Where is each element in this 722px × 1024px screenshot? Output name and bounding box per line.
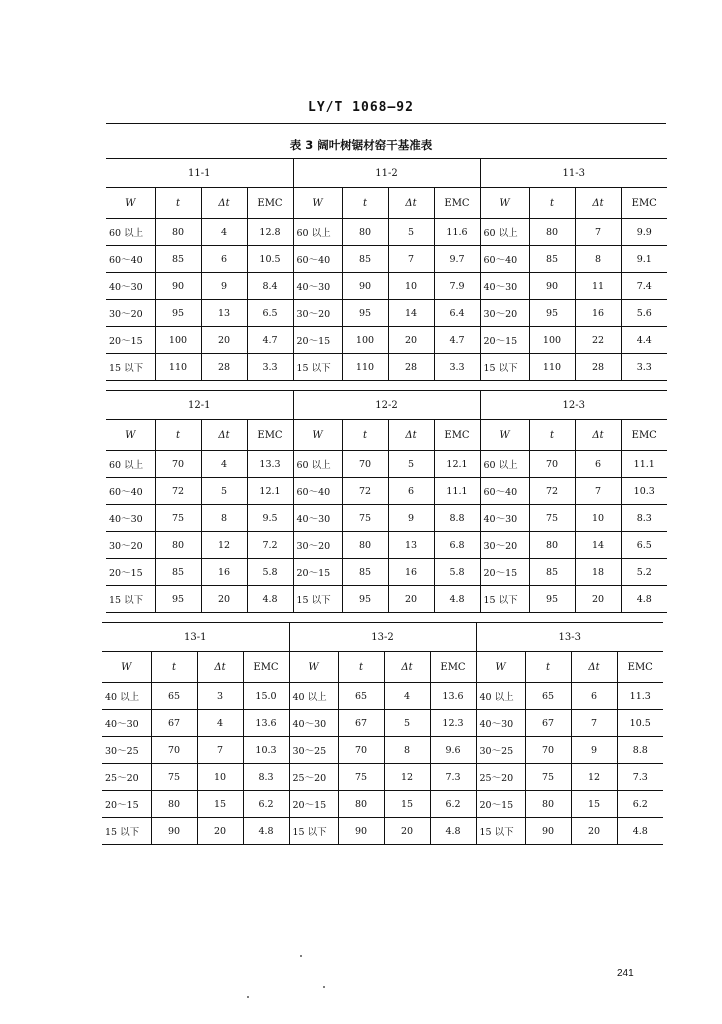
cell-emc: 8.8	[617, 737, 663, 764]
cell-w: 15 以下	[293, 586, 342, 613]
cell-dt: 7	[575, 219, 621, 246]
table-row	[102, 764, 663, 791]
cell-emc: 6.5	[247, 300, 293, 327]
cell-t: 75	[338, 764, 384, 791]
cell-t: 70	[338, 737, 384, 764]
cell-emc: 9.5	[247, 505, 293, 532]
cell-w: 60～40	[293, 246, 342, 273]
cell-dt: 20	[201, 586, 247, 613]
cell-w: 60 以上	[106, 451, 155, 478]
col-header-emc: EMC	[430, 652, 476, 683]
cell-t: 85	[342, 246, 388, 273]
cell-w: 25～20	[102, 764, 151, 791]
cell-dt: 20	[201, 327, 247, 354]
cell-t: 100	[155, 327, 201, 354]
page-number: 241	[617, 968, 634, 979]
cell-t: 75	[151, 764, 197, 791]
cell-emc: 6.4	[434, 300, 480, 327]
cell-t: 72	[342, 478, 388, 505]
cell-w: 15 以下	[480, 354, 529, 381]
cell-dt: 7	[575, 478, 621, 505]
cell-w: 30～20	[106, 532, 155, 559]
col-header-dt: Δt	[575, 420, 621, 451]
col-header-dt: Δt	[197, 652, 243, 683]
cell-t: 67	[525, 710, 571, 737]
table-row	[106, 300, 667, 327]
cell-dt: 4	[197, 710, 243, 737]
cell-dt: 7	[571, 710, 617, 737]
scan-speck	[323, 986, 325, 988]
cell-w: 15 以下	[106, 354, 155, 381]
cell-w: 40～30	[289, 710, 338, 737]
cell-t: 95	[529, 300, 575, 327]
cell-dt: 10	[197, 764, 243, 791]
cell-dt: 15	[384, 791, 430, 818]
cell-w: 40～30	[293, 505, 342, 532]
cell-t: 90	[338, 818, 384, 845]
table-body	[102, 683, 663, 845]
cell-t: 80	[525, 791, 571, 818]
cell-t: 75	[155, 505, 201, 532]
cell-dt: 28	[201, 354, 247, 381]
cell-emc: 12.1	[247, 478, 293, 505]
group-label: 11-2	[293, 159, 480, 188]
cell-w: 25～20	[476, 764, 525, 791]
cell-dt: 6	[388, 478, 434, 505]
col-header-w: W	[106, 420, 155, 451]
cell-t: 90	[342, 273, 388, 300]
cell-t: 100	[529, 327, 575, 354]
cell-emc: 7.3	[430, 764, 476, 791]
col-header-dt: Δt	[388, 420, 434, 451]
col-header-t: t	[338, 652, 384, 683]
table-row	[106, 532, 667, 559]
standard-header: LY/T 1068—92	[308, 100, 414, 115]
cell-w: 15 以下	[106, 586, 155, 613]
col-header-w: W	[480, 420, 529, 451]
cell-t: 70	[525, 737, 571, 764]
col-header-w: W	[102, 652, 151, 683]
cell-emc: 4.8	[247, 586, 293, 613]
table-row	[106, 327, 667, 354]
cell-emc: 13.3	[247, 451, 293, 478]
cell-dt: 4	[201, 451, 247, 478]
cell-emc: 12.8	[247, 219, 293, 246]
cell-w: 20～15	[480, 559, 529, 586]
cell-w: 40 以上	[102, 683, 151, 710]
cell-dt: 4	[201, 219, 247, 246]
cell-w: 30～25	[102, 737, 151, 764]
group-label: 11-1	[106, 159, 293, 188]
cell-dt: 8	[201, 505, 247, 532]
cell-t: 75	[525, 764, 571, 791]
cell-dt: 5	[388, 451, 434, 478]
cell-t: 85	[155, 246, 201, 273]
cell-emc: 6.5	[621, 532, 667, 559]
cell-t: 110	[342, 354, 388, 381]
table-body	[106, 219, 667, 381]
cell-w: 20～15	[476, 791, 525, 818]
cell-w: 15 以下	[476, 818, 525, 845]
cell-dt: 15	[571, 791, 617, 818]
group-label: 13-1	[102, 623, 289, 652]
col-header-w: W	[480, 188, 529, 219]
cell-emc: 13.6	[430, 683, 476, 710]
col-header-dt: Δt	[388, 188, 434, 219]
cell-dt: 20	[197, 818, 243, 845]
cell-t: 85	[155, 559, 201, 586]
cell-dt: 12	[384, 764, 430, 791]
cell-w: 30～25	[476, 737, 525, 764]
cell-dt: 9	[388, 505, 434, 532]
col-header-t: t	[155, 420, 201, 451]
cell-t: 95	[342, 300, 388, 327]
cell-dt: 6	[575, 451, 621, 478]
cell-w: 25～20	[289, 764, 338, 791]
cell-dt: 4	[384, 683, 430, 710]
cell-emc: 12.3	[430, 710, 476, 737]
cell-w: 15 以下	[480, 586, 529, 613]
cell-dt: 7	[197, 737, 243, 764]
table-row	[106, 246, 667, 273]
cell-t: 110	[529, 354, 575, 381]
cell-emc: 8.8	[434, 505, 480, 532]
cell-w: 40～30	[293, 273, 342, 300]
col-header-w: W	[293, 188, 342, 219]
schedule-table-11	[106, 158, 667, 381]
cell-w: 60 以上	[480, 219, 529, 246]
group-label: 13-2	[289, 623, 476, 652]
cell-emc: 5.8	[247, 559, 293, 586]
cell-emc: 7.2	[247, 532, 293, 559]
cell-emc: 11.3	[617, 683, 663, 710]
cell-emc: 10.5	[617, 710, 663, 737]
cell-emc: 4.8	[434, 586, 480, 613]
table-row	[102, 710, 663, 737]
table-row	[106, 559, 667, 586]
cell-t: 80	[342, 532, 388, 559]
cell-t: 70	[155, 451, 201, 478]
cell-t: 80	[529, 532, 575, 559]
cell-w: 30～20	[480, 300, 529, 327]
cell-w: 30～20	[106, 300, 155, 327]
cell-emc: 9.9	[621, 219, 667, 246]
cell-t: 75	[529, 505, 575, 532]
cell-t: 65	[338, 683, 384, 710]
cell-emc: 11.1	[434, 478, 480, 505]
cell-dt: 28	[575, 354, 621, 381]
cell-w: 40～30	[106, 273, 155, 300]
cell-w: 30～20	[293, 300, 342, 327]
cell-dt: 20	[388, 327, 434, 354]
cell-emc: 10.3	[621, 478, 667, 505]
cell-w: 20～15	[480, 327, 529, 354]
cell-dt: 9	[571, 737, 617, 764]
cell-w: 60 以上	[480, 451, 529, 478]
cell-dt: 14	[388, 300, 434, 327]
cell-t: 72	[155, 478, 201, 505]
table-row	[102, 683, 663, 710]
schedule-table-12	[106, 390, 667, 613]
cell-t: 85	[529, 246, 575, 273]
col-header-emc: EMC	[247, 188, 293, 219]
cell-emc: 4.8	[243, 818, 289, 845]
cell-emc: 13.6	[243, 710, 289, 737]
cell-emc: 4.4	[621, 327, 667, 354]
cell-dt: 18	[575, 559, 621, 586]
col-header-w: W	[293, 420, 342, 451]
scan-speck	[300, 955, 302, 957]
cell-dt: 16	[575, 300, 621, 327]
cell-dt: 28	[388, 354, 434, 381]
cell-t: 80	[342, 219, 388, 246]
group-label: 12-3	[480, 391, 667, 420]
col-header-emc: EMC	[434, 188, 480, 219]
col-header-t: t	[529, 420, 575, 451]
group-label: 12-2	[293, 391, 480, 420]
cell-dt: 15	[197, 791, 243, 818]
cell-dt: 13	[388, 532, 434, 559]
cell-emc: 8.3	[243, 764, 289, 791]
group-label: 11-3	[480, 159, 667, 188]
cell-dt: 16	[388, 559, 434, 586]
cell-t: 85	[529, 559, 575, 586]
col-header-emc: EMC	[617, 652, 663, 683]
cell-w: 30～25	[289, 737, 338, 764]
cell-w: 40～30	[476, 710, 525, 737]
table-row	[102, 818, 663, 845]
cell-emc: 6.2	[617, 791, 663, 818]
cell-w: 40 以上	[289, 683, 338, 710]
cell-t: 90	[151, 818, 197, 845]
table-row	[106, 273, 667, 300]
cell-emc: 4.8	[621, 586, 667, 613]
cell-t: 90	[155, 273, 201, 300]
col-header-dt: Δt	[575, 188, 621, 219]
cell-emc: 3.3	[247, 354, 293, 381]
cell-emc: 5.8	[434, 559, 480, 586]
col-header-dt: Δt	[384, 652, 430, 683]
cell-t: 80	[151, 791, 197, 818]
cell-emc: 3.3	[434, 354, 480, 381]
cell-dt: 5	[388, 219, 434, 246]
cell-w: 60 以上	[293, 219, 342, 246]
cell-w: 20～15	[106, 327, 155, 354]
cell-w: 40～30	[106, 505, 155, 532]
col-header-w: W	[106, 188, 155, 219]
cell-w: 15 以下	[289, 818, 338, 845]
cell-emc: 8.3	[621, 505, 667, 532]
cell-emc: 6.8	[434, 532, 480, 559]
cell-dt: 5	[201, 478, 247, 505]
col-header-t: t	[342, 420, 388, 451]
group-label: 13-3	[476, 623, 663, 652]
col-header-w: W	[289, 652, 338, 683]
cell-dt: 10	[575, 505, 621, 532]
cell-dt: 13	[201, 300, 247, 327]
cell-dt: 6	[571, 683, 617, 710]
cell-t: 85	[342, 559, 388, 586]
cell-t: 67	[338, 710, 384, 737]
cell-w: 20～15	[293, 327, 342, 354]
cell-emc: 6.2	[430, 791, 476, 818]
scan-speck	[247, 996, 249, 998]
cell-w: 60～40	[480, 478, 529, 505]
cell-dt: 20	[388, 586, 434, 613]
cell-t: 110	[155, 354, 201, 381]
cell-t: 80	[338, 791, 384, 818]
cell-dt: 11	[575, 273, 621, 300]
cell-emc: 4.8	[617, 818, 663, 845]
cell-t: 70	[151, 737, 197, 764]
cell-dt: 5	[384, 710, 430, 737]
cell-t: 95	[342, 586, 388, 613]
cell-emc: 8.4	[247, 273, 293, 300]
cell-w: 40～30	[480, 505, 529, 532]
table-row	[106, 505, 667, 532]
cell-t: 80	[155, 219, 201, 246]
cell-t: 67	[151, 710, 197, 737]
cell-emc: 12.1	[434, 451, 480, 478]
schedule-table-13	[102, 622, 663, 845]
cell-t: 72	[529, 478, 575, 505]
cell-dt: 16	[201, 559, 247, 586]
cell-w: 20～15	[289, 791, 338, 818]
cell-t: 80	[155, 532, 201, 559]
cell-dt: 7	[388, 246, 434, 273]
cell-dt: 9	[201, 273, 247, 300]
cell-t: 100	[342, 327, 388, 354]
col-header-t: t	[151, 652, 197, 683]
cell-emc: 6.2	[243, 791, 289, 818]
cell-dt: 22	[575, 327, 621, 354]
cell-emc: 11.1	[621, 451, 667, 478]
table-title: 表 3 阔叶树锯材窑干基准表	[289, 138, 433, 152]
cell-w: 60 以上	[106, 219, 155, 246]
col-header-emc: EMC	[621, 420, 667, 451]
table-row	[106, 586, 667, 613]
col-header-emc: EMC	[621, 188, 667, 219]
group-label: 12-1	[106, 391, 293, 420]
cell-w: 20～15	[293, 559, 342, 586]
cell-t: 65	[525, 683, 571, 710]
cell-dt: 10	[388, 273, 434, 300]
cell-w: 60～40	[293, 478, 342, 505]
cell-emc: 10.3	[243, 737, 289, 764]
col-header-dt: Δt	[201, 420, 247, 451]
cell-emc: 15.0	[243, 683, 289, 710]
cell-t: 95	[529, 586, 575, 613]
cell-dt: 8	[384, 737, 430, 764]
cell-w: 30～20	[293, 532, 342, 559]
cell-emc: 11.6	[434, 219, 480, 246]
cell-emc: 10.5	[247, 246, 293, 273]
col-header-t: t	[529, 188, 575, 219]
cell-emc: 4.7	[434, 327, 480, 354]
cell-emc: 4.8	[430, 818, 476, 845]
cell-w: 30～20	[480, 532, 529, 559]
cell-dt: 14	[575, 532, 621, 559]
cell-emc: 5.6	[621, 300, 667, 327]
table-row	[102, 737, 663, 764]
cell-w: 40～30	[102, 710, 151, 737]
cell-t: 80	[529, 219, 575, 246]
cell-w: 20～15	[102, 791, 151, 818]
col-header-w: W	[476, 652, 525, 683]
cell-emc: 9.1	[621, 246, 667, 273]
cell-t: 90	[525, 818, 571, 845]
cell-t: 75	[342, 505, 388, 532]
cell-dt: 20	[384, 818, 430, 845]
cell-t: 95	[155, 586, 201, 613]
cell-emc: 9.7	[434, 246, 480, 273]
col-header-emc: EMC	[243, 652, 289, 683]
cell-emc: 7.3	[617, 764, 663, 791]
cell-t: 65	[151, 683, 197, 710]
cell-w: 40 以上	[476, 683, 525, 710]
cell-w: 60～40	[480, 246, 529, 273]
cell-emc: 7.9	[434, 273, 480, 300]
cell-dt: 8	[575, 246, 621, 273]
col-header-dt: Δt	[201, 188, 247, 219]
table-row	[106, 478, 667, 505]
cell-dt: 6	[201, 246, 247, 273]
table-row	[106, 451, 667, 478]
cell-w: 60 以上	[293, 451, 342, 478]
cell-w: 60～40	[106, 246, 155, 273]
cell-emc: 4.7	[247, 327, 293, 354]
cell-w: 15 以下	[293, 354, 342, 381]
cell-t: 70	[342, 451, 388, 478]
col-header-dt: Δt	[571, 652, 617, 683]
table-row	[106, 354, 667, 381]
table-row	[106, 219, 667, 246]
table-body	[106, 451, 667, 613]
cell-emc: 7.4	[621, 273, 667, 300]
cell-w: 40～30	[480, 273, 529, 300]
col-header-emc: EMC	[434, 420, 480, 451]
cell-dt: 12	[201, 532, 247, 559]
col-header-emc: EMC	[247, 420, 293, 451]
table-row	[102, 791, 663, 818]
cell-w: 60～40	[106, 478, 155, 505]
cell-t: 90	[529, 273, 575, 300]
cell-dt: 20	[575, 586, 621, 613]
cell-t: 70	[529, 451, 575, 478]
cell-dt: 20	[571, 818, 617, 845]
cell-t: 95	[155, 300, 201, 327]
header-rule	[106, 123, 666, 124]
cell-dt: 12	[571, 764, 617, 791]
cell-w: 20～15	[106, 559, 155, 586]
col-header-t: t	[525, 652, 571, 683]
col-header-t: t	[342, 188, 388, 219]
cell-emc: 3.3	[621, 354, 667, 381]
cell-emc: 9.6	[430, 737, 476, 764]
cell-emc: 5.2	[621, 559, 667, 586]
cell-dt: 3	[197, 683, 243, 710]
cell-w: 15 以下	[102, 818, 151, 845]
col-header-t: t	[155, 188, 201, 219]
